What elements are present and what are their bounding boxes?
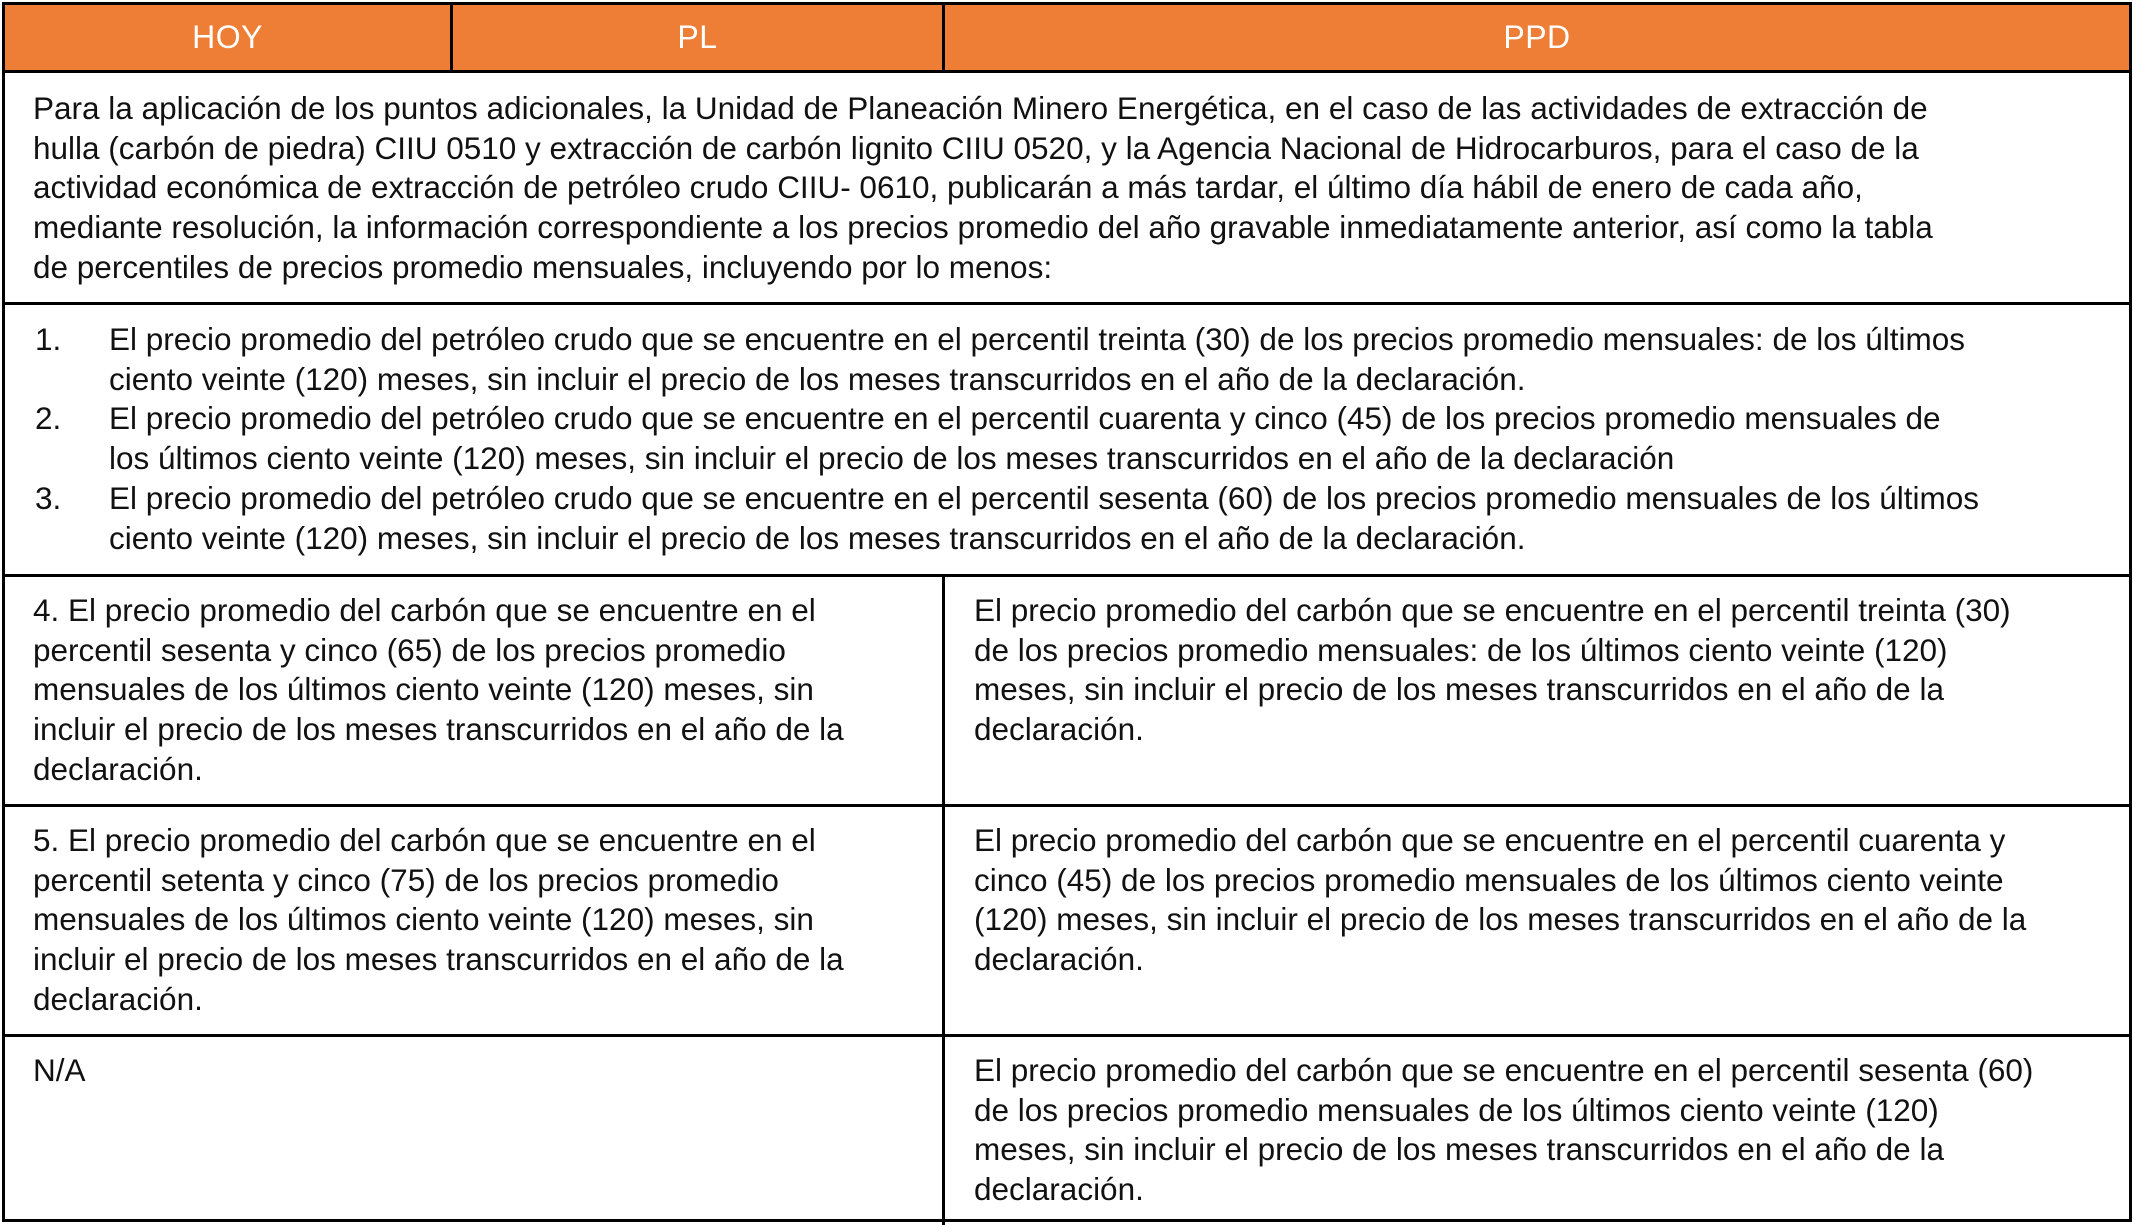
intro-line: Para la aplicación de los puntos adicionales, la Unidad de Planeación Minero Energética, en el caso de las actividades de extracción de	[33, 90, 1928, 126]
header-ppd: PPD	[1503, 19, 1571, 55]
cell-line: mensuales de los últimos ciento veinte (120) meses, sin	[33, 901, 814, 938]
cell-line: de los precios promedio mensuales de los últimos ciento veinte (120)	[974, 1091, 1939, 1128]
cell-line: percentil sesenta y cinco (65) de los precios promedio	[33, 631, 786, 668]
header-hoy: HOY	[5, 5, 453, 70]
comparison-table	[2, 2, 2132, 1222]
list-item-number: 2.	[35, 400, 62, 437]
table-row	[5, 807, 2129, 1037]
list-item	[35, 320, 2101, 399]
table-row	[5, 577, 2129, 807]
numbered-list	[5, 305, 2129, 577]
cell-line: N/A	[33, 1052, 86, 1088]
cell-line: El precio promedio del carbón que se encuentre en el percentil sesenta (60)	[974, 1052, 2034, 1088]
header-pl: PL	[453, 5, 945, 70]
table-header	[5, 5, 2129, 73]
cell-ppd	[945, 807, 2129, 1034]
cell-line: declaración.	[33, 980, 203, 1017]
cell-line: incluir el precio de los meses transcurridos en el año de la	[33, 941, 844, 978]
intro-line: hulla (carbón de piedra) CIIU 0510 y extracción de carbón lignito CIIU 0520, y la Agencia Nacional de Hidrocarburos, para el caso de la	[33, 129, 1919, 166]
intro-line: mediante resolución, la información correspondiente a los precios promedio del año gravable inmediatamente anterior, así como la tabla	[33, 209, 1933, 246]
list-item	[35, 479, 2101, 558]
cell-line: mensuales de los últimos ciento veinte (120) meses, sin	[33, 671, 814, 708]
list-item-line: El precio promedio del petróleo crudo que se encuentre en el percentil sesenta (60) de los precios promedio mensuales de los últimos	[109, 479, 1980, 516]
cell-ppd	[945, 577, 2129, 804]
cell-ppd	[945, 1037, 2129, 1225]
cell-line: cinco (45) de los precios promedio mensuales de los últimos ciento veinte	[974, 861, 2004, 898]
intro-line: actividad económica de extracción de petróleo crudo CIIU- 0610, publicarán a más tardar, el último día hábil de enero de cada año,	[33, 169, 1863, 206]
cell-current-law	[5, 1037, 945, 1225]
cell-line: meses, sin incluir el precio de los meses transcurridos en el año de la	[974, 1131, 1944, 1168]
list-item-line: ciento veinte (120) meses, sin incluir el precio de los meses transcurridos en el año de la declaración.	[109, 519, 1526, 556]
cell-current-law	[5, 807, 945, 1034]
list-item-line: El precio promedio del petróleo crudo que se encuentre en el percentil treinta (30) de los precios promedio mensuales: de los últimos	[109, 321, 1966, 357]
cell-line: 5. El precio promedio del carbón que se encuentre en el	[33, 822, 816, 858]
table-row	[5, 1037, 2129, 1225]
list-item-line: ciento veinte (120) meses, sin incluir el precio de los meses transcurridos en el año de la declaración.	[109, 360, 1526, 397]
cell-current-law	[5, 577, 945, 804]
cell-line: meses, sin incluir el precio de los meses transcurridos en el año de la	[974, 671, 1944, 708]
cell-line: de los precios promedio mensuales: de los últimos ciento veinte (120)	[974, 631, 1948, 668]
intro-line: de percentiles de precios promedio mensuales, incluyendo por lo menos:	[33, 248, 1053, 285]
list-item	[35, 399, 2101, 478]
cell-line: El precio promedio del carbón que se encuentre en el percentil treinta (30)	[974, 592, 2011, 628]
list-item-line: los últimos ciento veinte (120) meses, sin incluir el precio de los meses transcurridos en el año de la declaración	[109, 440, 1675, 477]
cell-line: El precio promedio del carbón que se encuentre en el percentil cuarenta y	[974, 822, 2006, 858]
cell-line: (120) meses, sin incluir el precio de los meses transcurridos en el año de la	[974, 901, 2027, 938]
cell-line: incluir el precio de los meses transcurridos en el año de la	[33, 711, 844, 748]
list-item-line: El precio promedio del petróleo crudo que se encuentre en el percentil cuarenta y cinco (45) de los precios promedio mensuales de	[109, 400, 1941, 437]
cell-line: declaración.	[974, 711, 1144, 748]
list-item-number: 3.	[35, 479, 62, 516]
intro-paragraph	[5, 73, 2129, 305]
cell-line: declaración.	[974, 1171, 1144, 1208]
list-item-number: 1.	[35, 321, 62, 357]
cell-line: declaración.	[33, 750, 203, 787]
cell-line: 4. El precio promedio del carbón que se encuentre en el	[33, 592, 816, 628]
cell-line: percentil setenta y cinco (75) de los precios promedio	[33, 861, 779, 898]
cell-line: declaración.	[974, 941, 1144, 978]
